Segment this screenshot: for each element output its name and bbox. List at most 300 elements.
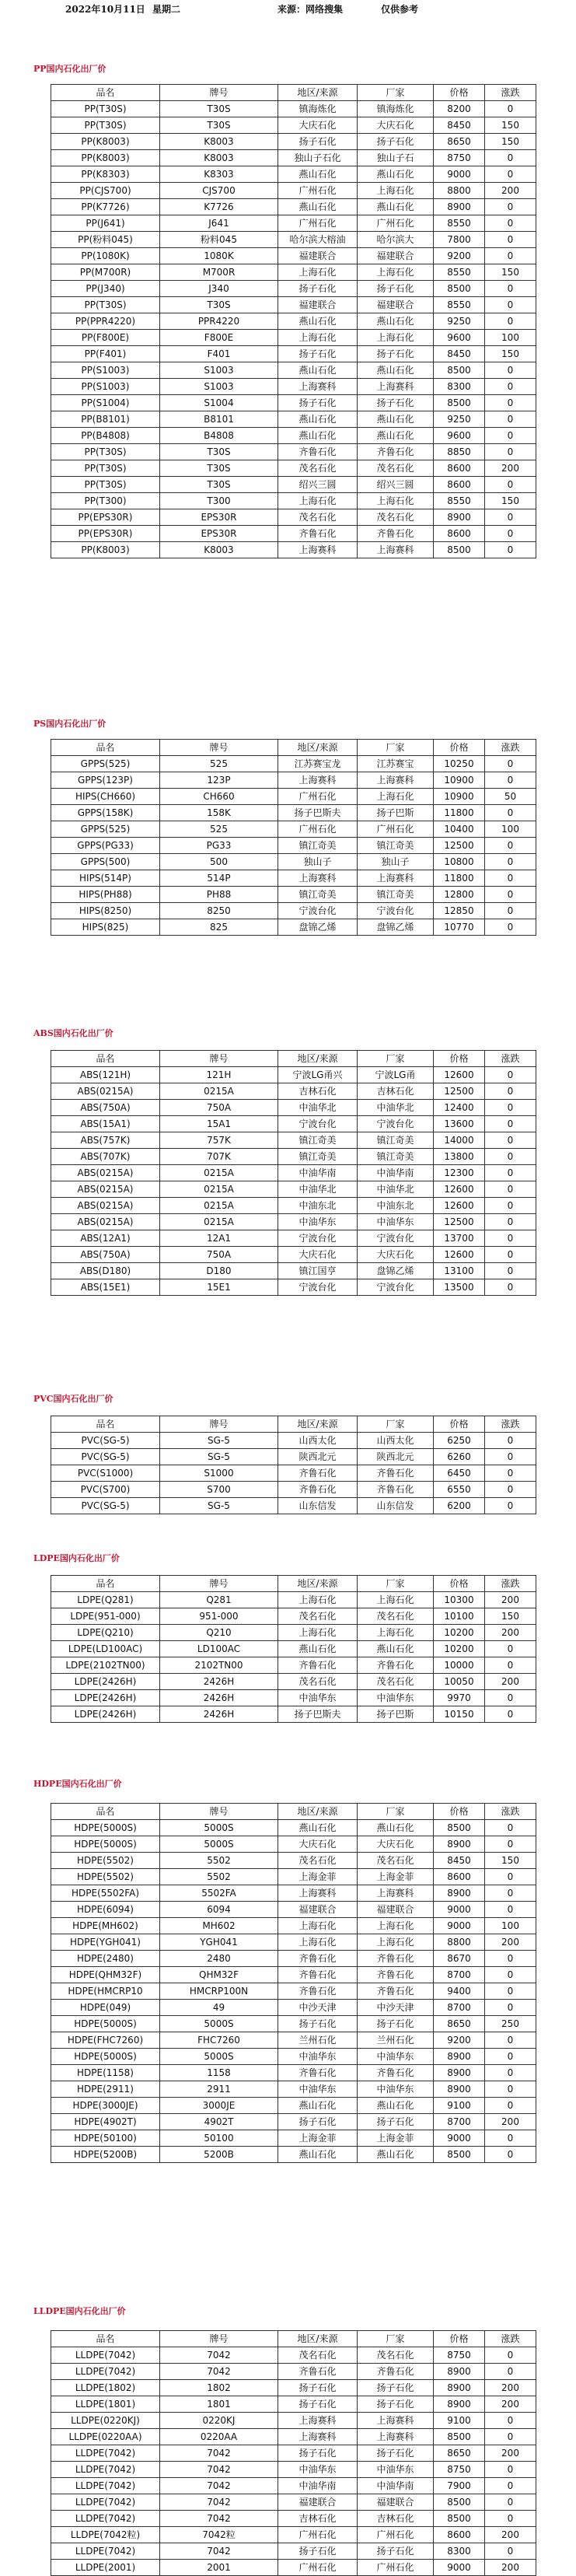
price-cell: 8500	[434, 1820, 485, 1836]
table-row	[51, 2049, 536, 2065]
table-row	[51, 150, 536, 166]
region-cell: 茂名石化	[278, 1608, 358, 1625]
product-name-cell: PP(J340)	[51, 281, 160, 297]
product-name-cell: ABS(750A)	[51, 1100, 160, 1116]
region-cell: 中油华南	[278, 2478, 358, 2494]
region-cell: 扬子石化	[278, 2445, 358, 2462]
column-header-product-name: 品名	[51, 1416, 160, 1433]
product-name-cell: HIPS(514P)	[51, 870, 160, 887]
price-cell: 13100	[434, 1263, 485, 1279]
change-cell: 200	[485, 1674, 536, 1690]
change-cell: 0	[485, 2147, 536, 2163]
change-cell: 100	[485, 1918, 536, 1934]
product-name-cell: HDPE(5000S)	[51, 1820, 160, 1836]
grade-cell: 121H	[160, 1067, 278, 1083]
price-cell: 8750	[434, 2347, 485, 2364]
column-header-region: 地区/来源	[278, 1576, 358, 1592]
price-cell: 8500	[434, 2429, 485, 2445]
price-cell: 8600	[434, 1869, 485, 1885]
table-row	[51, 2560, 536, 2576]
region-cell: 齐鲁石化	[278, 444, 358, 460]
change-cell: 0	[485, 1482, 536, 1498]
manufacturer-cell: 江苏赛宝	[358, 756, 434, 772]
manufacturer-cell: 扬子石化	[358, 395, 434, 411]
grade-cell: T30S	[160, 444, 278, 460]
manufacturer-cell: 绍兴三圆	[358, 477, 434, 493]
change-cell: 0	[485, 2429, 536, 2445]
price-table	[51, 2330, 536, 2576]
change-cell: 0	[485, 2364, 536, 2380]
product-name-cell: HDPE(6094)	[51, 1902, 160, 1918]
price-cell: 7900	[434, 2478, 485, 2494]
change-cell: 0	[485, 1820, 536, 1836]
change-cell: 0	[485, 1983, 536, 2000]
change-cell: 0	[485, 2543, 536, 2560]
grade-cell: S700	[160, 1482, 278, 1498]
region-cell: 宁波台化	[278, 1230, 358, 1247]
table-row	[51, 2347, 536, 2364]
region-cell: 扬子巴斯夫	[278, 805, 358, 821]
change-cell: 0	[485, 1247, 536, 1263]
region-cell: 大庆石化	[278, 1247, 358, 1263]
price-cell: 12300	[434, 1165, 485, 1181]
grade-cell: 2426H	[160, 1706, 278, 1723]
table-row	[51, 805, 536, 821]
product-name-cell: ABS(0215A)	[51, 1214, 160, 1230]
manufacturer-cell: 镇海炼化	[358, 101, 434, 117]
grade-cell: B4808	[160, 428, 278, 444]
manufacturer-cell: 广州石化	[358, 821, 434, 838]
grade-cell: 514P	[160, 870, 278, 887]
grade-cell: K7726	[160, 199, 278, 215]
change-cell: 0	[485, 919, 536, 936]
grade-cell: 0215A	[160, 1198, 278, 1214]
change-cell: 200	[485, 1625, 536, 1641]
table-row	[51, 1498, 536, 1514]
grade-cell: 2426H	[160, 1690, 278, 1706]
manufacturer-cell: 上海金菲	[358, 1869, 434, 1885]
grade-cell: FHC7260	[160, 2032, 278, 2049]
change-cell: 0	[485, 1263, 536, 1279]
table-row	[51, 264, 536, 281]
product-name-cell: PP(T300)	[51, 493, 160, 509]
change-cell: 200	[485, 2527, 536, 2543]
region-cell: 中油华东	[278, 2049, 358, 2065]
grade-cell: PPR4220	[160, 313, 278, 330]
manufacturer-cell: 宁波LG甬	[358, 1067, 434, 1083]
manufacturer-cell: 山西太化	[358, 1433, 434, 1449]
change-cell: 0	[485, 526, 536, 542]
product-name-cell: HDPE(3000JE)	[51, 2098, 160, 2114]
table-row	[51, 2114, 536, 2130]
change-cell: 0	[485, 248, 536, 264]
change-cell: 0	[485, 509, 536, 526]
section-title: LDPE国内石化出厂价	[33, 1553, 120, 1563]
price-cell: 12800	[434, 887, 485, 903]
grade-cell: 5000S	[160, 2049, 278, 2065]
grade-cell: 1158	[160, 2065, 278, 2081]
price-cell: 9970	[434, 1690, 485, 1706]
change-cell: 0	[485, 1869, 536, 1885]
column-header-product-name: 品名	[51, 1051, 160, 1067]
region-cell: 宁波台化	[278, 903, 358, 919]
manufacturer-cell: 中油华东	[358, 1690, 434, 1706]
product-name-cell: GPPS(123P)	[51, 772, 160, 789]
product-name-cell: ABS(757K)	[51, 1132, 160, 1149]
grade-cell: 6094	[160, 1902, 278, 1918]
price-cell: 6260	[434, 1449, 485, 1465]
grade-cell: HMCRP100N	[160, 1983, 278, 2000]
region-cell: 中油东北	[278, 1198, 358, 1214]
column-header-price: 价格	[434, 1576, 485, 1592]
manufacturer-cell: 宁波台化	[358, 1279, 434, 1296]
product-name-cell: PP(K7726)	[51, 199, 160, 215]
grade-cell: PH88	[160, 887, 278, 903]
manufacturer-cell: 盘锦乙烯	[358, 919, 434, 936]
column-header-product-name: 品名	[51, 85, 160, 101]
manufacturer-cell: 大庆石化	[358, 1836, 434, 1853]
manufacturer-cell: 扬子石化	[358, 346, 434, 362]
region-cell: 陕西北元	[278, 1449, 358, 1465]
price-cell: 9100	[434, 2098, 485, 2114]
product-name-cell: ABS(750A)	[51, 1247, 160, 1263]
manufacturer-cell: 上海石化	[358, 183, 434, 199]
product-name-cell: ABS(D180)	[51, 1263, 160, 1279]
change-cell: 0	[485, 1433, 536, 1449]
column-header-change: 涨跌	[485, 2331, 536, 2347]
region-cell: 宁波台化	[278, 1279, 358, 1296]
region-cell: 福建联合	[278, 297, 358, 313]
region-cell: 独山子	[278, 854, 358, 870]
grade-cell: 951-000	[160, 1608, 278, 1625]
region-cell: 盘锦乙烯	[278, 919, 358, 936]
manufacturer-cell: 齐鲁石化	[358, 1465, 434, 1482]
manufacturer-cell: 扬子石化	[358, 2543, 434, 2560]
region-cell: 齐鲁石化	[278, 2065, 358, 2081]
table-row	[51, 281, 536, 297]
table-row	[51, 1657, 536, 1674]
change-cell: 0	[485, 2065, 536, 2081]
table-row	[51, 101, 536, 117]
manufacturer-cell: 上海石化	[358, 1592, 434, 1608]
price-cell: 9000	[434, 2130, 485, 2147]
price-cell: 8300	[434, 379, 485, 395]
change-cell: 0	[485, 1230, 536, 1247]
column-header-price: 价格	[434, 1416, 485, 1433]
product-name-cell: ABS(12A1)	[51, 1230, 160, 1247]
manufacturer-cell: 茂名石化	[358, 1853, 434, 1869]
column-header-region: 地区/来源	[278, 1051, 358, 1067]
region-cell: 上海石化	[278, 493, 358, 509]
region-cell: 广州石化	[278, 789, 358, 805]
manufacturer-cell: 上海石化	[358, 330, 434, 346]
product-name-cell: ABS(15E1)	[51, 1279, 160, 1296]
change-cell: 0	[485, 1149, 536, 1165]
product-name-cell: HDPE(5000S)	[51, 1836, 160, 1853]
product-name-cell: LLDPE(7042)	[51, 2511, 160, 2527]
grade-cell: T300	[160, 493, 278, 509]
table-row	[51, 1482, 536, 1498]
grade-cell: 1802	[160, 2380, 278, 2396]
table-row	[51, 2511, 536, 2527]
grade-cell: 50100	[160, 2130, 278, 2147]
column-header-manufacturer: 厂家	[358, 1804, 434, 1820]
table-header-row	[51, 740, 536, 756]
change-cell: 0	[485, 1067, 536, 1083]
region-cell: 齐鲁石化	[278, 1657, 358, 1674]
product-name-cell: PVC(S700)	[51, 1482, 160, 1498]
price-cell: 12400	[434, 1100, 485, 1116]
product-name-cell: HDPE(5502)	[51, 1869, 160, 1885]
table-row	[51, 542, 536, 558]
table-header-row	[51, 1051, 536, 1067]
product-name-cell: ABS(0215A)	[51, 1198, 160, 1214]
region-cell: 上海石化	[278, 1934, 358, 1951]
column-header-grade: 牌号	[160, 1416, 278, 1433]
product-name-cell: GPPS(525)	[51, 821, 160, 838]
product-name-cell: PP(EPS30R)	[51, 526, 160, 542]
manufacturer-cell: 扬子石化	[358, 2114, 434, 2130]
product-name-cell: HDPE(5000S)	[51, 2016, 160, 2032]
grade-cell: 500	[160, 854, 278, 870]
manufacturer-cell: 上海石化	[358, 1625, 434, 1641]
grade-cell: 1080K	[160, 248, 278, 264]
table-row	[51, 1820, 536, 1836]
price-cell: 12600	[434, 1181, 485, 1198]
price-cell: 8500	[434, 2494, 485, 2511]
grade-cell: SG-5	[160, 1433, 278, 1449]
region-cell: 燕山石化	[278, 411, 358, 428]
change-cell: 150	[485, 493, 536, 509]
table-row	[51, 1951, 536, 1967]
grade-cell: D180	[160, 1263, 278, 1279]
change-cell: 0	[485, 2494, 536, 2511]
grade-cell: 15E1	[160, 1279, 278, 1296]
table-row	[51, 395, 536, 411]
table-row	[51, 2462, 536, 2478]
manufacturer-cell: 燕山石化	[358, 2147, 434, 2163]
grade-cell: F800E	[160, 330, 278, 346]
change-cell: 0	[485, 313, 536, 330]
product-name-cell: PP(T30S)	[51, 297, 160, 313]
change-cell: 0	[485, 2347, 536, 2364]
change-cell: 0	[485, 1214, 536, 1230]
grade-cell: SG-5	[160, 1449, 278, 1465]
column-header-manufacturer: 厂家	[358, 2331, 434, 2347]
manufacturer-cell: 燕山石化	[358, 1820, 434, 1836]
manufacturer-cell: 中油华北	[358, 1100, 434, 1116]
region-cell: 绍兴三圆	[278, 477, 358, 493]
product-name-cell: PVC(S1000)	[51, 1465, 160, 1482]
product-name-cell: PP(T30S)	[51, 444, 160, 460]
grade-cell: T30S	[160, 101, 278, 117]
table-row	[51, 1674, 536, 1690]
manufacturer-cell: 中油华南	[358, 1165, 434, 1181]
region-cell: 上海金菲	[278, 1869, 358, 1885]
product-name-cell: ABS(0215A)	[51, 1165, 160, 1181]
price-cell: 8200	[434, 101, 485, 117]
price-cell: 8600	[434, 526, 485, 542]
product-name-cell: LLDPE(7042)	[51, 2543, 160, 2560]
price-cell: 9250	[434, 313, 485, 330]
price-cell: 8600	[434, 460, 485, 477]
product-name-cell: ABS(121H)	[51, 1067, 160, 1083]
change-cell: 0	[485, 756, 536, 772]
product-name-cell: PVC(SG-5)	[51, 1433, 160, 1449]
manufacturer-cell: 广州石化	[358, 215, 434, 232]
table-row	[51, 1083, 536, 1100]
grade-cell: B8101	[160, 411, 278, 428]
product-name-cell: LLDPE(7042)	[51, 2494, 160, 2511]
region-cell: 扬子石化	[278, 2396, 358, 2413]
product-name-cell: GPPS(525)	[51, 756, 160, 772]
manufacturer-cell: 燕山石化	[358, 2098, 434, 2114]
change-cell: 200	[485, 2560, 536, 2576]
grade-cell: 7042	[160, 2494, 278, 2511]
product-name-cell: LLDPE(7042)	[51, 2364, 160, 2380]
product-name-cell: LLDPE(2001)	[51, 2560, 160, 2576]
manufacturer-cell: 燕山石化	[358, 428, 434, 444]
table-row	[51, 1279, 536, 1296]
product-name-cell: HDPE(FHC7260)	[51, 2032, 160, 2049]
manufacturer-cell: 中油华东	[358, 2462, 434, 2478]
price-cell: 9400	[434, 1983, 485, 2000]
column-header-product-name: 品名	[51, 740, 160, 756]
table-row	[51, 1934, 536, 1951]
price-cell: 10000	[434, 1657, 485, 1674]
price-cell: 9250	[434, 411, 485, 428]
table-row	[51, 1918, 536, 1934]
column-header-manufacturer: 厂家	[358, 85, 434, 101]
column-header-price: 价格	[434, 740, 485, 756]
manufacturer-cell: 齐鲁石化	[358, 1657, 434, 1674]
grade-cell: 0215A	[160, 1181, 278, 1198]
grade-cell: 5000S	[160, 2016, 278, 2032]
manufacturer-cell: 齐鲁石化	[358, 1967, 434, 1983]
product-name-cell: LDPE(LD100AC)	[51, 1641, 160, 1657]
grade-cell: 7042	[160, 2445, 278, 2462]
product-name-cell: GPPS(500)	[51, 854, 160, 870]
region-cell: 山西太化	[278, 1433, 358, 1449]
price-cell: 8500	[434, 281, 485, 297]
table-row	[51, 1902, 536, 1918]
product-name-cell: LLDPE(0220KJ)	[51, 2413, 160, 2429]
change-cell: 0	[485, 2462, 536, 2478]
grade-cell: 7042	[160, 2543, 278, 2560]
region-cell: 广州石化	[278, 2527, 358, 2543]
product-name-cell: HIPS(825)	[51, 919, 160, 936]
product-name-cell: GPPS(158K)	[51, 805, 160, 821]
price-cell: 10800	[434, 854, 485, 870]
section-title: ABS国内石化出厂价	[33, 1028, 113, 1038]
table-row	[51, 1263, 536, 1279]
price-table	[51, 739, 536, 936]
table-row	[51, 2445, 536, 2462]
region-cell: 燕山石化	[278, 1820, 358, 1836]
table-row	[51, 134, 536, 150]
manufacturer-cell: 扬子石化	[358, 2016, 434, 2032]
table-row	[51, 919, 536, 936]
price-cell: 10250	[434, 756, 485, 772]
column-header-product-name: 品名	[51, 1804, 160, 1820]
region-cell: 上海石化	[278, 1625, 358, 1641]
change-cell: 0	[485, 428, 536, 444]
price-cell: 8500	[434, 2147, 485, 2163]
table-row	[51, 1181, 536, 1198]
manufacturer-cell: 上海赛科	[358, 2413, 434, 2429]
table-row	[51, 821, 536, 838]
change-cell: 0	[485, 199, 536, 215]
table-row	[51, 1853, 536, 1869]
section-title: PS国内石化出厂价	[33, 719, 106, 729]
report-date: 2022年10月11日	[65, 4, 145, 15]
change-cell: 0	[485, 166, 536, 183]
product-name-cell: HDPE(1158)	[51, 2065, 160, 2081]
table-row	[51, 2364, 536, 2380]
change-cell: 150	[485, 117, 536, 134]
table-row	[51, 756, 536, 772]
grade-cell: YGH041	[160, 1934, 278, 1951]
price-cell: 8750	[434, 2462, 485, 2478]
region-cell: 中油华东	[278, 1214, 358, 1230]
table-row	[51, 1132, 536, 1149]
grade-cell: 1801	[160, 2396, 278, 2413]
price-cell: 8900	[434, 509, 485, 526]
section-title: HDPE国内石化出厂价	[33, 1779, 122, 1789]
grade-cell: 2102TN00	[160, 1657, 278, 1674]
change-cell: 0	[485, 2478, 536, 2494]
product-name-cell: HIPS(8250)	[51, 903, 160, 919]
manufacturer-cell: 中油华南	[358, 2478, 434, 2494]
price-cell: 8800	[434, 183, 485, 199]
price-cell: 9000	[434, 2560, 485, 2576]
price-cell: 8900	[434, 1836, 485, 1853]
table-row	[51, 1116, 536, 1132]
table-row	[51, 903, 536, 919]
manufacturer-cell: 镇江奇美	[358, 887, 434, 903]
region-cell: 江苏赛宝龙	[278, 756, 358, 772]
product-name-cell: GPPS(PG33)	[51, 838, 160, 854]
price-cell: 9200	[434, 2032, 485, 2049]
product-name-cell: HDPE(5502FA)	[51, 1885, 160, 1902]
manufacturer-cell: 中沙天津	[358, 2000, 434, 2016]
change-cell: 200	[485, 183, 536, 199]
grade-cell: 5502	[160, 1853, 278, 1869]
change-cell: 200	[485, 2445, 536, 2462]
price-cell: 8600	[434, 2527, 485, 2543]
table-row	[51, 1465, 536, 1482]
manufacturer-cell: 上海石化	[358, 1934, 434, 1951]
grade-cell: 7042	[160, 2478, 278, 2494]
grade-cell: CH660	[160, 789, 278, 805]
manufacturer-cell: 陕西北元	[358, 1449, 434, 1465]
manufacturer-cell: 兰州石化	[358, 2032, 434, 2049]
manufacturer-cell: 扬子石化	[358, 2380, 434, 2396]
manufacturer-cell: 齐鲁石化	[358, 1482, 434, 1498]
manufacturer-cell: 福建联合	[358, 1902, 434, 1918]
region-cell: 扬子石化	[278, 281, 358, 297]
price-cell: 10770	[434, 919, 485, 936]
change-cell: 0	[485, 297, 536, 313]
region-cell: 中油华东	[278, 2462, 358, 2478]
price-cell: 8650	[434, 2016, 485, 2032]
table-row	[51, 248, 536, 264]
change-cell: 150	[485, 134, 536, 150]
region-cell: 燕山石化	[278, 166, 358, 183]
region-cell: 上海赛科	[278, 772, 358, 789]
region-cell: 中沙天津	[278, 2000, 358, 2016]
region-cell: 上海赛科	[278, 2413, 358, 2429]
